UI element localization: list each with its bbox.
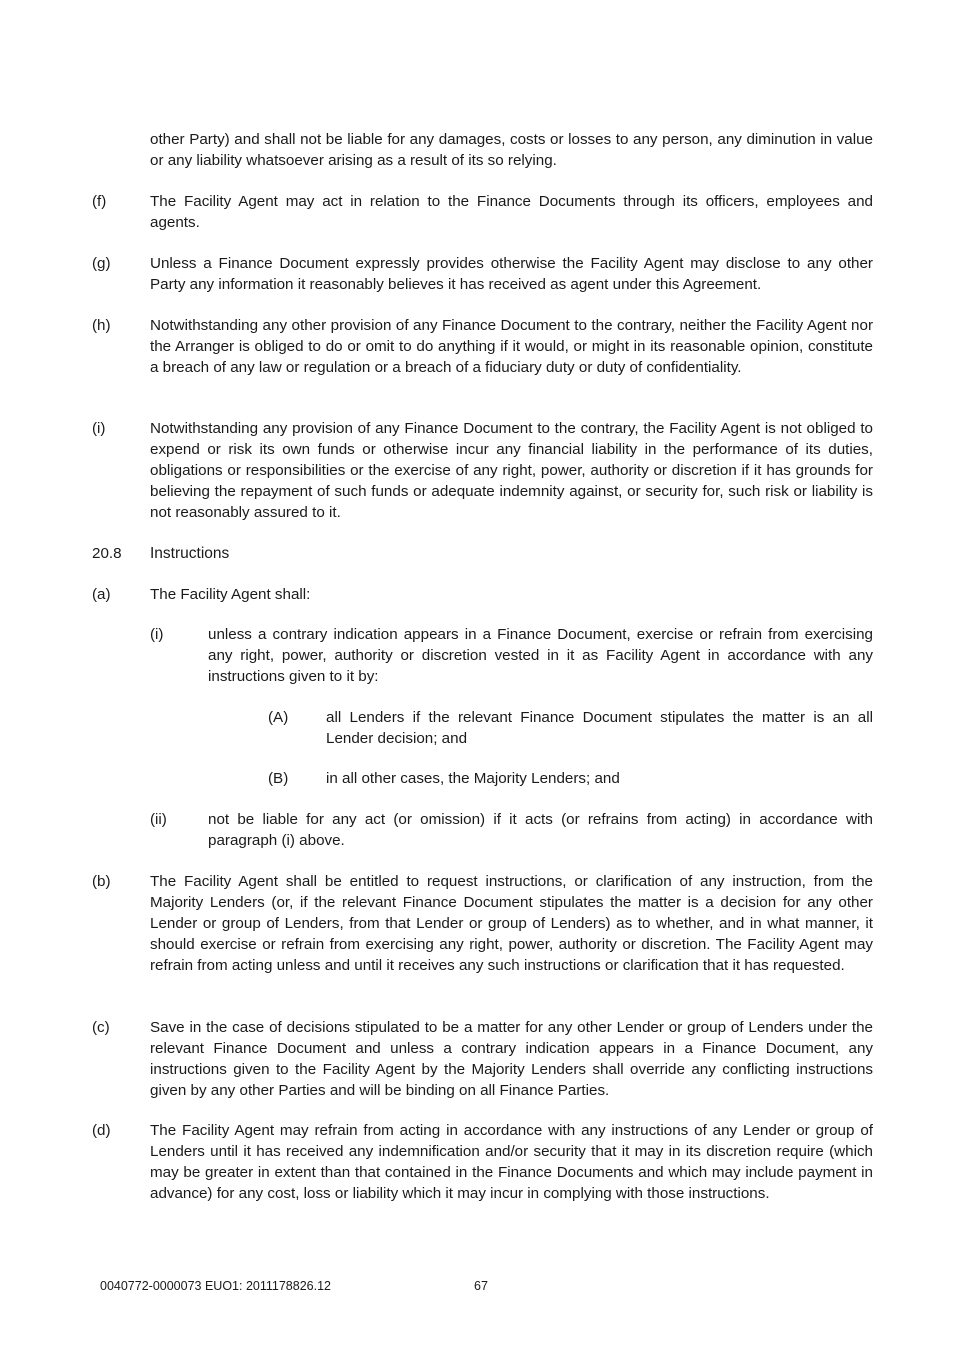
section-title: Instructions	[150, 545, 230, 562]
clause-f-text: The Facility Agent may act in relation to the Finance Documents through its officers, employees and agents.	[150, 193, 873, 231]
clause-g-label: (g)	[92, 255, 111, 272]
clause-a-ii-label: (ii)	[150, 811, 167, 828]
clause-b-label: (b)	[92, 873, 111, 890]
clause-b-text: The Facility Agent shall be entitled to request instructions, or clarification of any instruction, from the Majority Lenders (or, if the relevant Finance Document stipulates the matter is a decision for any other Lender or group of Lenders, from that Lender or group of Lenders) as to whether, and in what manner, it should exercise or refrain from exercising any right, power, authority or discretion. The Facility Agent may refrain from acting unless and until it receives any such instructions or clarification that it has requested.	[150, 873, 873, 974]
clause-i-label: (i)	[92, 420, 106, 437]
clause-a-i-B-text: in all other cases, the Majority Lenders; and	[326, 770, 620, 787]
clause-a-i-label: (i)	[150, 626, 164, 643]
footer-page-number: 67	[474, 1279, 488, 1293]
clause-a-i-text: unless a contrary indication appears in a Finance Document, exercise or refrain from exercising any right, power, authority or discretion vested in it as Facility Agent in accordance with any instructions given to it by:	[208, 626, 873, 685]
clause-d-text: The Facility Agent may refrain from acting in accordance with any instructions of any Lender or group of Lenders until it has received any indemnification and/or security that it may in its discretion require (which may be greater in extent than that contained in the Finance Documents and which may include payment in advance) for any cost, loss or liability which it may incur in complying with those instructions.	[150, 1122, 873, 1202]
clause-h-label: (h)	[92, 317, 111, 334]
clause-h-text: Notwithstanding any other provision of any Finance Document to the contrary, neither the Facility Agent nor the Arranger is obliged to do or omit to do anything if it would, or might in its reasonable opinion, constitute a breach of any law or regulation or a breach of a fiduciary duty or duty of confidentiality.	[150, 317, 873, 376]
clause-i-text: Notwithstanding any provision of any Finance Document to the contrary, the Facility Agent is not obliged to expend or risk its own funds or otherwise incur any financial liability in the performance of its duties, obligations or responsibilities or the exercise of any right, power, authority or discretion if it has grounds for believing the repayment of such funds or adequate indemnity against, or security for, such risk or liability is not reasonably assured to it.	[150, 420, 873, 521]
continuation-paragraph: other Party) and shall not be liable for any damages, costs or losses to any person, any diminution in value or any liability whatsoever arising as a result of its so relying.	[150, 131, 873, 169]
clause-a-i-A-label: (A)	[268, 709, 289, 726]
clause-d-label: (d)	[92, 1122, 111, 1139]
clause-a-text: The Facility Agent shall:	[150, 586, 311, 603]
clause-a-label: (a)	[92, 586, 111, 603]
footer-doc-ref: 0040772-0000073 EUO1: 2011178826.12	[100, 1279, 331, 1293]
section-number: 20.8	[92, 545, 122, 562]
clause-a-i-B-label: (B)	[268, 770, 289, 787]
clause-a-ii-text: not be liable for any act (or omission) if it acts (or refrains from acting) in accordance with paragraph (i) above.	[208, 811, 873, 849]
clause-g-text: Unless a Finance Document expressly provides otherwise the Facility Agent may disclose to any other Party any information it reasonably believes it has received as agent under this Agreement.	[150, 255, 873, 293]
clause-c-text: Save in the case of decisions stipulated to be a matter for any other Lender or group of Lenders under the relevant Finance Document and unless a contrary indication appears in a Finance Document, any instructions given to the Facility Agent by the Majority Lenders shall override any conflicting instructions given by any other Parties and will be binding on all Finance Parties.	[150, 1019, 873, 1099]
clause-c-label: (c)	[92, 1019, 110, 1036]
clause-f-label: (f)	[92, 193, 107, 210]
clause-a-i-A-text: all Lenders if the relevant Finance Document stipulates the matter is an all Lender decision; and	[326, 709, 873, 747]
